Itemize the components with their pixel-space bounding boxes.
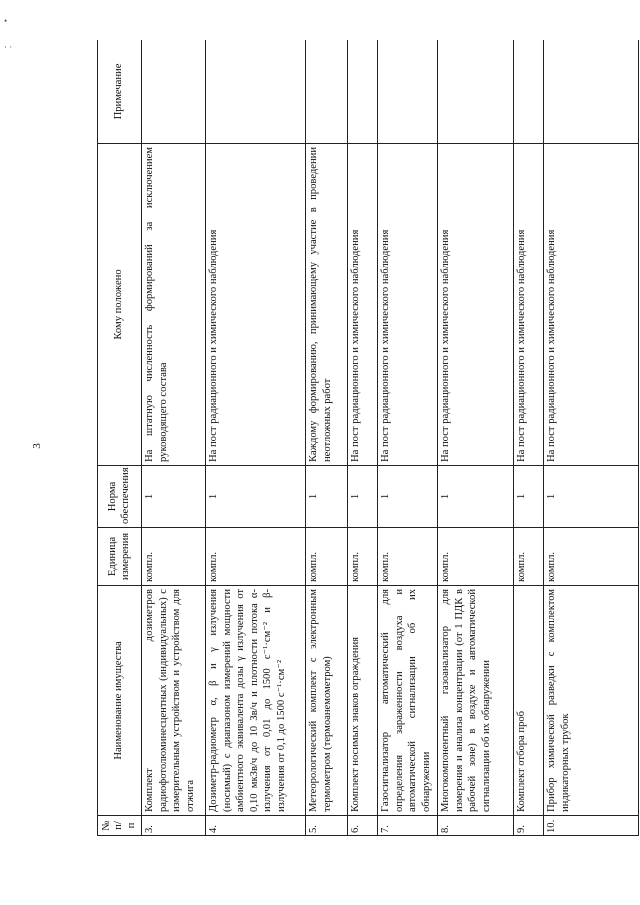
row-note [378, 40, 438, 144]
row-num: 5. [306, 816, 348, 836]
row-name: Многокомпонентный газоанализатор для измерения и анализа концентрации (от 1 ПДК в рабочей зоне) в воздухе и автоматической сигнализации об их обнаружении [438, 586, 514, 816]
table-row [514, 40, 544, 836]
page-number: 3 [30, 443, 43, 449]
row-unit: компл. [438, 528, 514, 586]
row-num: 3. [142, 816, 206, 836]
row-who: На пост радиационного и химического наблюдения [378, 144, 438, 466]
row-num: 10. [544, 816, 639, 836]
row-name: Дозиметр-радиометр α, β и γ излучения (носимый) с диапазоном измерений мощности амбиентного эквивалента дозы γ излучения от 0,10 мкЗв/ч до 10 Зв/ч и плотности потока α-излучения от 0,01 до 1500 с⁻¹·см⁻² и β- излучения от 0,1 до 1500 с⁻¹·см⁻² [206, 586, 306, 816]
row-name: Комплект отбора проб [514, 586, 544, 816]
row-name: Газосигнализатор автоматический для определения зараженности воздуха и автоматической сигнализации об их обнаружении [378, 586, 438, 816]
row-name: Комплект носимых знаков ограждения [348, 586, 378, 816]
row-unit: компл. [544, 528, 639, 586]
table-header-row [98, 40, 142, 836]
table-row [378, 40, 438, 836]
table-row [206, 40, 306, 836]
row-who: На пост радиационного и химического наблюдения [348, 144, 378, 466]
row-norm: 1 [514, 466, 544, 528]
row-norm: 1 [378, 466, 438, 528]
row-note [348, 40, 378, 144]
row-who: На пост радиационного и химического наблюдения [438, 144, 514, 466]
row-norm: 1 [348, 466, 378, 528]
row-unit: компл. [306, 528, 348, 586]
row-note [306, 40, 348, 144]
row-note [544, 40, 639, 144]
row-who: На пост радиационного и химического наблюдения [206, 144, 306, 466]
row-norm: 1 [306, 466, 348, 528]
header-num: № п/п [98, 816, 142, 836]
row-unit: компл. [206, 528, 306, 586]
row-norm: 1 [206, 466, 306, 528]
row-who: На пост радиационного и химического наблюдения [544, 144, 639, 466]
row-name: Комплект дозиметров радиофотолюминесцентных (индивидуальных) с измерительным устройством и устройством для отжига [142, 586, 206, 816]
row-norm: 1 [438, 466, 514, 528]
row-num: 8. [438, 816, 514, 836]
row-note [206, 40, 306, 144]
property-table [97, 40, 639, 836]
table-container [97, 40, 639, 836]
table-row [348, 40, 378, 836]
row-note [438, 40, 514, 144]
header-name: Наименование имущества [98, 586, 142, 816]
row-unit: компл. [378, 528, 438, 586]
row-unit: компл. [514, 528, 544, 586]
row-name: Метеорологический комплект с электронным термометром (термоанемометром) [306, 586, 348, 816]
row-who: Каждому формированию, принимающему участие в проведении неотложных работ [306, 144, 348, 466]
row-norm: 1 [142, 466, 206, 528]
row-norm: 1 [544, 466, 639, 528]
header-unit: Единица измерения [98, 528, 142, 586]
row-num: 7. [378, 816, 438, 836]
table-row [142, 40, 206, 836]
row-note [514, 40, 544, 144]
row-num: 6. [348, 816, 378, 836]
table-row [544, 40, 639, 836]
scan-specks: • · · [4, 16, 13, 52]
header-norm: Норма обеспечения [98, 466, 142, 528]
rotated-table-frame [97, 40, 639, 836]
table-row [306, 40, 348, 836]
header-who: Кому положено [98, 144, 142, 466]
table-row [438, 40, 514, 836]
row-num: 9. [514, 816, 544, 836]
row-num: 4. [206, 816, 306, 836]
row-note [142, 40, 206, 144]
row-who: На штатную численность формирований за исключением руководящего состава [142, 144, 206, 466]
row-who: На пост радиационного и химического наблюдения [514, 144, 544, 466]
row-unit: компл. [142, 528, 206, 586]
row-unit: компл. [348, 528, 378, 586]
header-note: Примечание [98, 40, 142, 144]
row-name: Прибор химической разведки с комплектом индикаторных трубок [544, 586, 639, 816]
